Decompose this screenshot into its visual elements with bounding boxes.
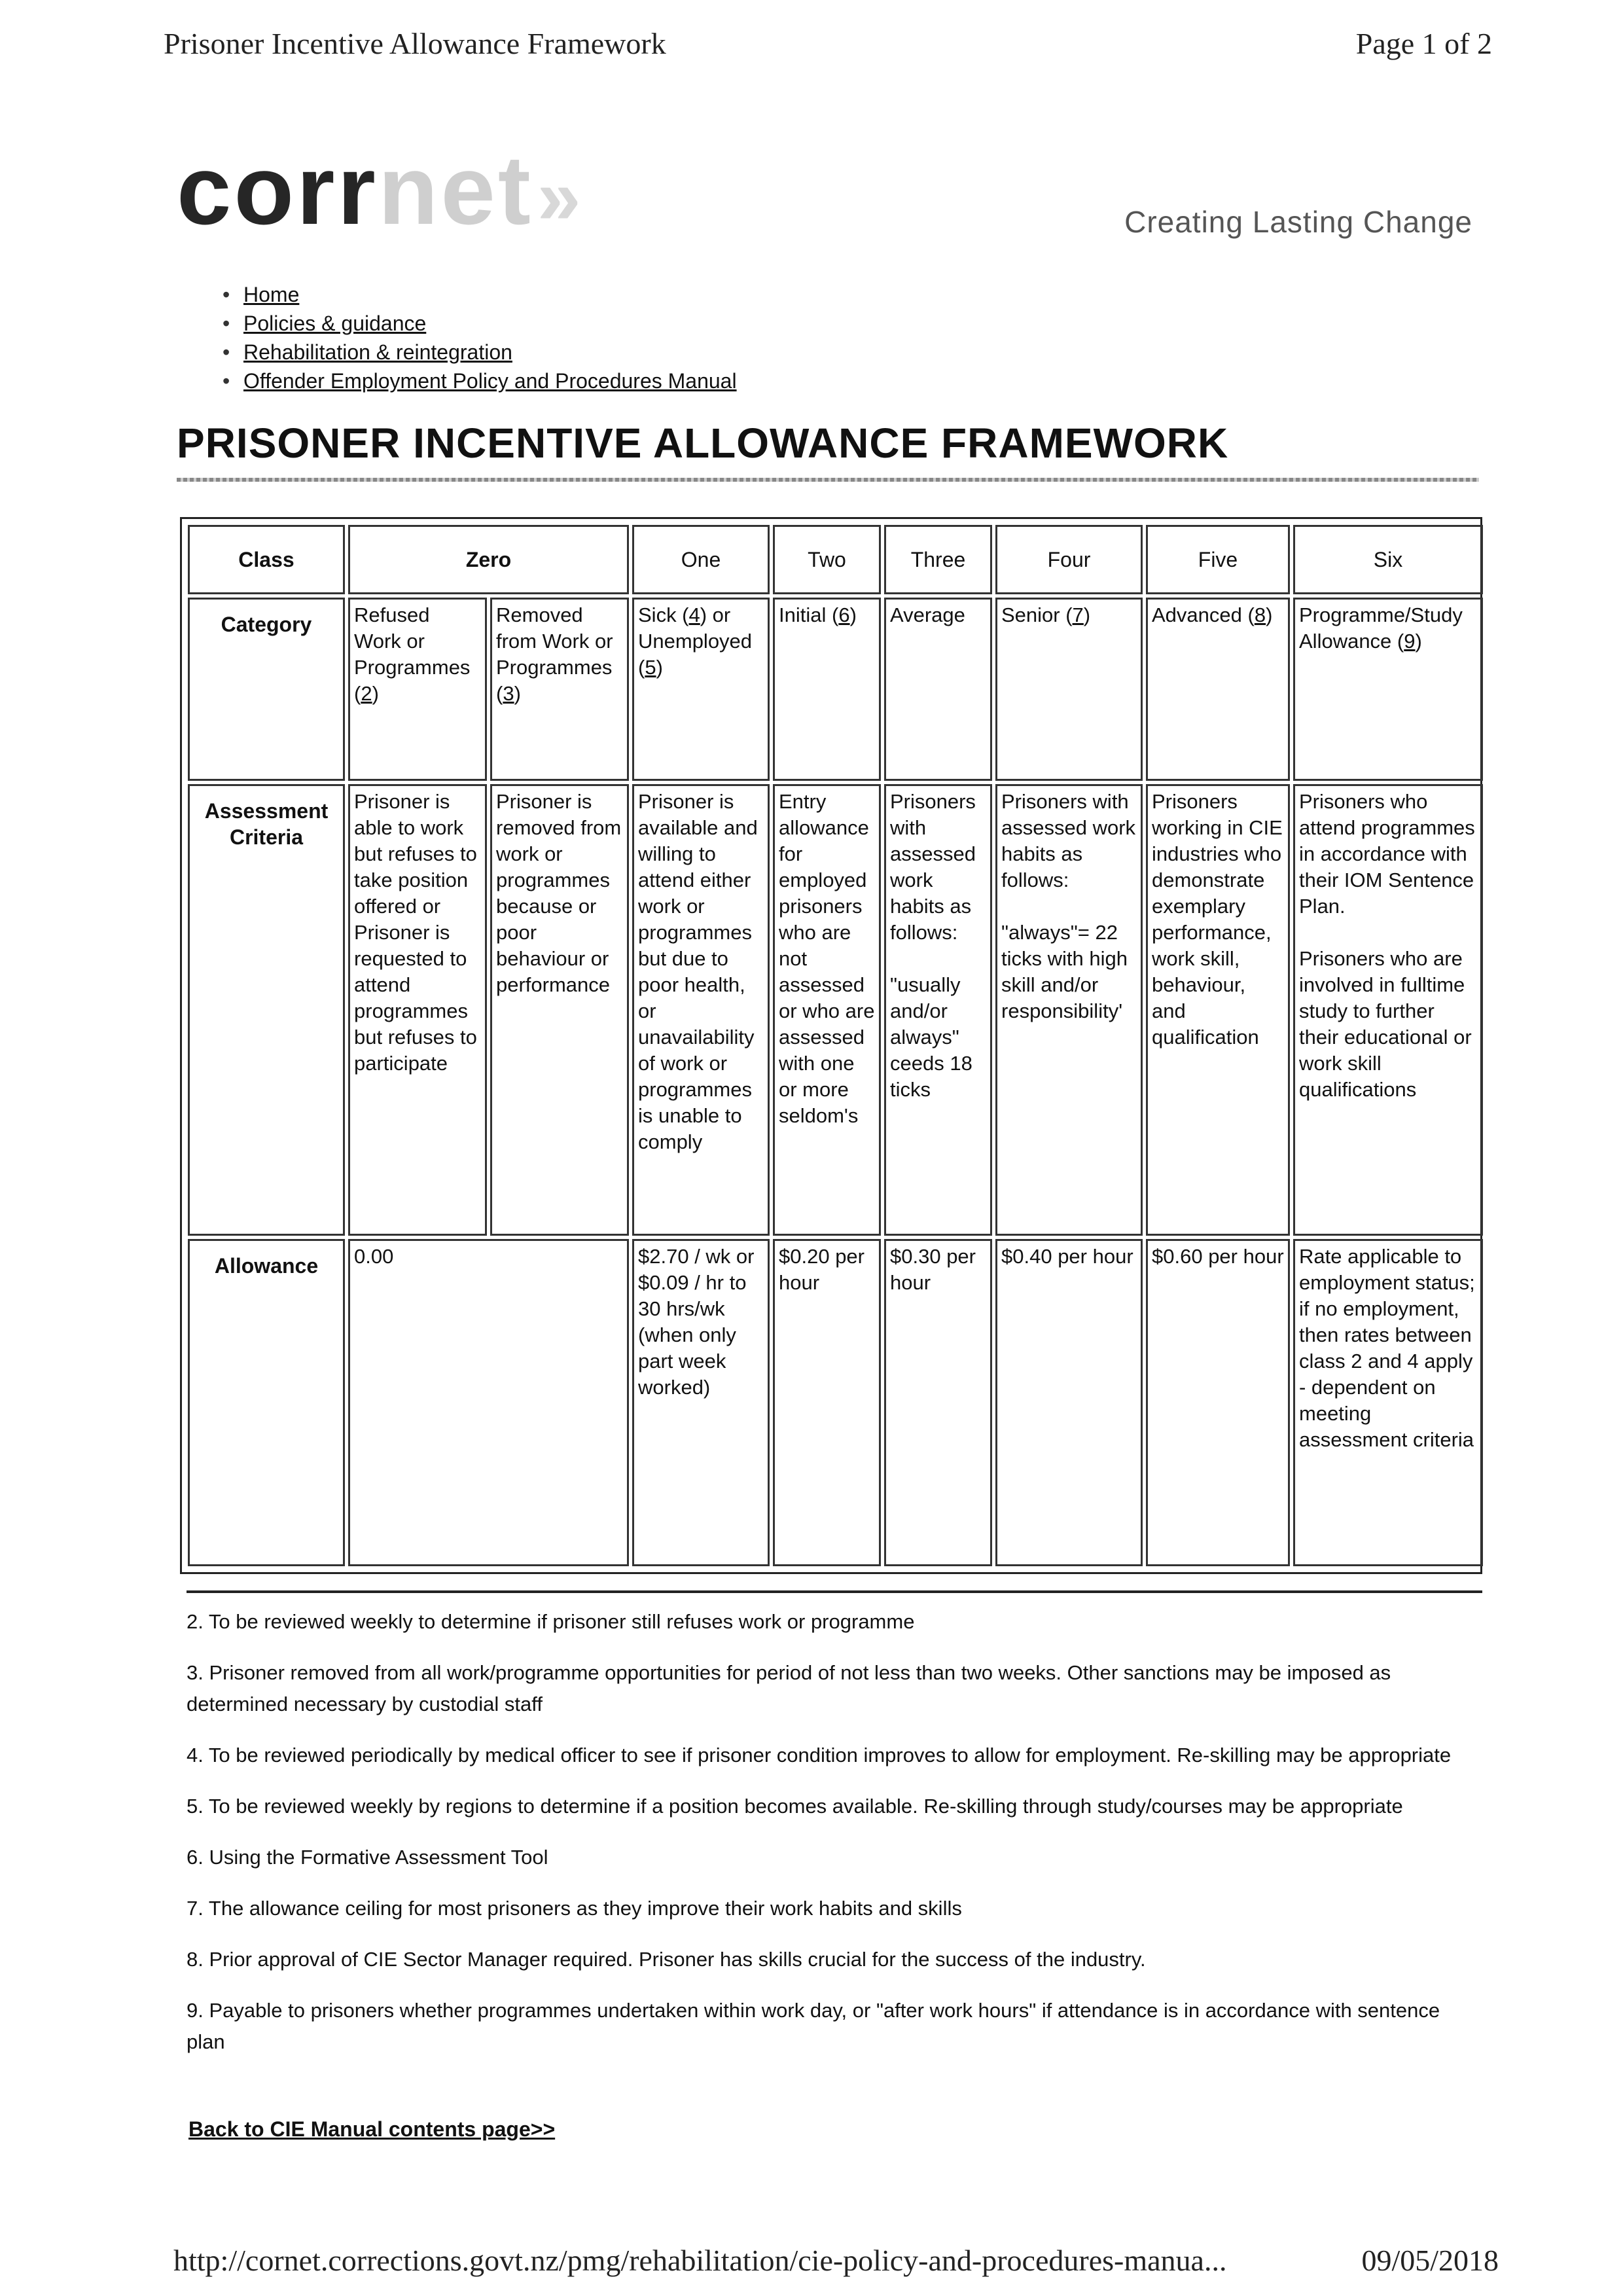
- criteria-extra: "usually and/or always" ceeds 18 ticks: [890, 973, 972, 1101]
- nav-link-rehabilitation[interactable]: Rehabilitation & reintegration: [243, 340, 512, 364]
- nav-link-policies[interactable]: Policies & guidance: [243, 312, 427, 335]
- category-text: Removed from Work or Programmes: [496, 603, 613, 679]
- allowance-cell: $0.40 per hour: [995, 1239, 1143, 1566]
- row-label-criteria: Assessment Criteria: [188, 784, 345, 1236]
- category-text: Refused Work or Programmes: [354, 603, 471, 679]
- criteria-text: Prisoners with assessed work habits as follows:: [890, 790, 976, 944]
- footnote-ref[interactable]: 9: [1404, 630, 1416, 653]
- criteria-cell: [884, 784, 992, 1236]
- footnote-7: 7. The allowance ceiling for most prisoners as they improve their work habits and skills: [187, 1897, 962, 1920]
- criteria-cell: Prisoner is able to work but refuses to take position offered or Prisoner is requested to attend programmes but refuses to participate: [348, 784, 487, 1236]
- footnote-2: 2. To be reviewed weekly to determine if prisoner still refuses work or programme: [187, 1610, 915, 1633]
- footnote-6: 6. Using the Formative Assessment Tool: [187, 1846, 548, 1869]
- criteria-extra: "always"= 22 ticks with high skill and/or responsibility': [1001, 921, 1128, 1022]
- class-header-zero: Zero: [348, 525, 629, 594]
- criteria-cell: Prisoners working in CIE industries who demonstrate exemplary performance, work skill, behaviour, and qualification: [1146, 784, 1290, 1236]
- allowance-cell: $0.30 per hour: [884, 1239, 992, 1566]
- criteria-cell: Prisoner is removed from work or programmes because or poor behaviour or performance: [490, 784, 629, 1236]
- category-cell: Senior (7): [995, 598, 1143, 781]
- tagline: Creating Lasting Change: [1124, 205, 1472, 239]
- allowance-cell: Rate applicable to employment status; if no employment, then rates between class 2 and 4 apply - dependent on meeting assessment criteria: [1293, 1239, 1483, 1566]
- class-header-one: One: [632, 525, 770, 594]
- category-cell: Initial (6): [773, 598, 881, 781]
- category-text: Advanced: [1152, 603, 1242, 626]
- criteria-text: Prisoners who attend programmes in accordance with their IOM Sentence Plan.: [1299, 790, 1475, 918]
- class-header-five: Five: [1146, 525, 1290, 594]
- print-footer: [173, 2243, 1499, 2278]
- chevron-right-icon: »: [537, 153, 584, 241]
- row-label-category: Category: [188, 598, 345, 781]
- allowance-cell: $0.20 per hour: [773, 1239, 881, 1566]
- category-text: Average: [890, 603, 965, 626]
- category-cell: [884, 598, 992, 781]
- category-text: Programme/Study Allowance: [1299, 603, 1463, 653]
- print-header-title: Prisoner Incentive Allowance Framework: [164, 27, 666, 60]
- title-divider: [177, 478, 1479, 482]
- allowance-cell: $0.60 per hour: [1146, 1239, 1290, 1566]
- cornet-logo: [177, 135, 584, 245]
- class-header-six: Six: [1293, 525, 1483, 594]
- criteria-extra: Prisoners who are involved in fulltime study to further their educational or work skill qualifications: [1299, 947, 1472, 1101]
- footnote-ref[interactable]: 4: [688, 603, 700, 626]
- footnote-4: 4. To be reviewed periodically by medical officer to see if prisoner condition improves to allow for employment. Re-skilling may be appropriate: [187, 1744, 1452, 1767]
- row-label-allowance: Allowance: [188, 1239, 345, 1566]
- category-text: Sick (: [638, 603, 689, 626]
- print-header-page: Page 1 of 2: [1355, 27, 1492, 60]
- print-footer-date: 09/05/2018: [1361, 2244, 1499, 2277]
- nav-item-home: [223, 280, 737, 309]
- category-text: ) or Unemployed: [638, 603, 753, 653]
- row-label-class: Class: [188, 525, 345, 594]
- table-row-criteria: [188, 784, 1483, 1236]
- footnote-9: 9. Payable to prisoners whether programmes undertaken within work day, or "after work hours" if attendance is in accordance with sentence plan: [187, 1999, 1440, 2053]
- footnotes-divider: [187, 1590, 1482, 1593]
- footnote-ref[interactable]: 7: [1072, 603, 1084, 626]
- category-text: Senior: [1001, 603, 1060, 626]
- nav-item-rehabilitation: [223, 338, 737, 367]
- table-row-category: [188, 598, 1483, 781]
- category-cell: Advanced (8): [1146, 598, 1290, 781]
- criteria-cell: Entry allowance for employed prisoners who are not assessed or who are assessed with one or more seldom's: [773, 784, 881, 1236]
- footnote-3: 3. Prisoner removed from all work/programme opportunities for period of not less than two weeks. Other sanctions may be imposed as determined necessary by custodial staff: [187, 1661, 1391, 1715]
- footnote-ref[interactable]: 6: [838, 603, 850, 626]
- class-header-four: Four: [995, 525, 1143, 594]
- category-cell: Programme/Study Allowance (9): [1293, 598, 1483, 781]
- print-footer-url: http://cornet.corrections.govt.nz/pmg/rehabilitation/cie-policy-and-procedures-manua...: [173, 2244, 1227, 2277]
- footnote-8: 8. Prior approval of CIE Sector Manager required. Prisoner has skills crucial for the success of the industry.: [187, 1948, 1146, 1971]
- nav-link-home[interactable]: Home: [243, 283, 300, 306]
- criteria-cell: [995, 784, 1143, 1236]
- criteria-text: Prisoners with assessed work habits as follows:: [1001, 790, 1136, 891]
- logo-text-dark: corr: [177, 135, 378, 245]
- footnotes: [187, 1590, 1482, 2077]
- nav-item-policies: [223, 309, 737, 338]
- footnote-5: 5. To be reviewed weekly by regions to determine if a position becomes available. Re-skilling through study/courses may be appropriate: [187, 1795, 1403, 1818]
- print-header: [164, 26, 1492, 61]
- category-cell: Removed from Work or Programmes (3): [490, 598, 629, 781]
- criteria-cell: [1293, 784, 1483, 1236]
- allowance-table-frame: [180, 517, 1482, 1574]
- back-to-contents-link[interactable]: Back to CIE Manual contents page>>: [188, 2117, 556, 2141]
- class-header-three: Three: [884, 525, 992, 594]
- footnote-ref[interactable]: 3: [503, 682, 514, 705]
- nav-item-manual: [223, 367, 737, 395]
- category-cell: Refused Work or Programmes (2): [348, 598, 487, 781]
- breadcrumb-nav: [223, 280, 737, 395]
- category-text: Initial: [779, 603, 827, 626]
- allowance-table: [185, 522, 1486, 1570]
- class-header-two: Two: [773, 525, 881, 594]
- nav-link-manual[interactable]: Offender Employment Policy and Procedures Manual: [243, 369, 737, 393]
- footnote-ref[interactable]: 8: [1254, 603, 1266, 626]
- allowance-cell: $2.70 / wk or $0.09 / hr to 30 hrs/wk (when only part week worked): [632, 1239, 770, 1566]
- category-cell: Sick (4) or Unemployed (5): [632, 598, 770, 781]
- criteria-cell: Prisoner is available and willing to attend either work or programmes but due to poor health, or unavailability of work or programmes is unable to comply: [632, 784, 770, 1236]
- allowance-cell: 0.00: [348, 1239, 629, 1566]
- page-title: PRISONER INCENTIVE ALLOWANCE FRAMEWORK: [177, 420, 1229, 467]
- table-row-allowance: [188, 1239, 1483, 1566]
- logo-text-light: net: [378, 135, 533, 245]
- footnote-ref[interactable]: 2: [361, 682, 372, 705]
- table-row-class: [188, 525, 1483, 594]
- footnote-ref[interactable]: 5: [645, 656, 656, 679]
